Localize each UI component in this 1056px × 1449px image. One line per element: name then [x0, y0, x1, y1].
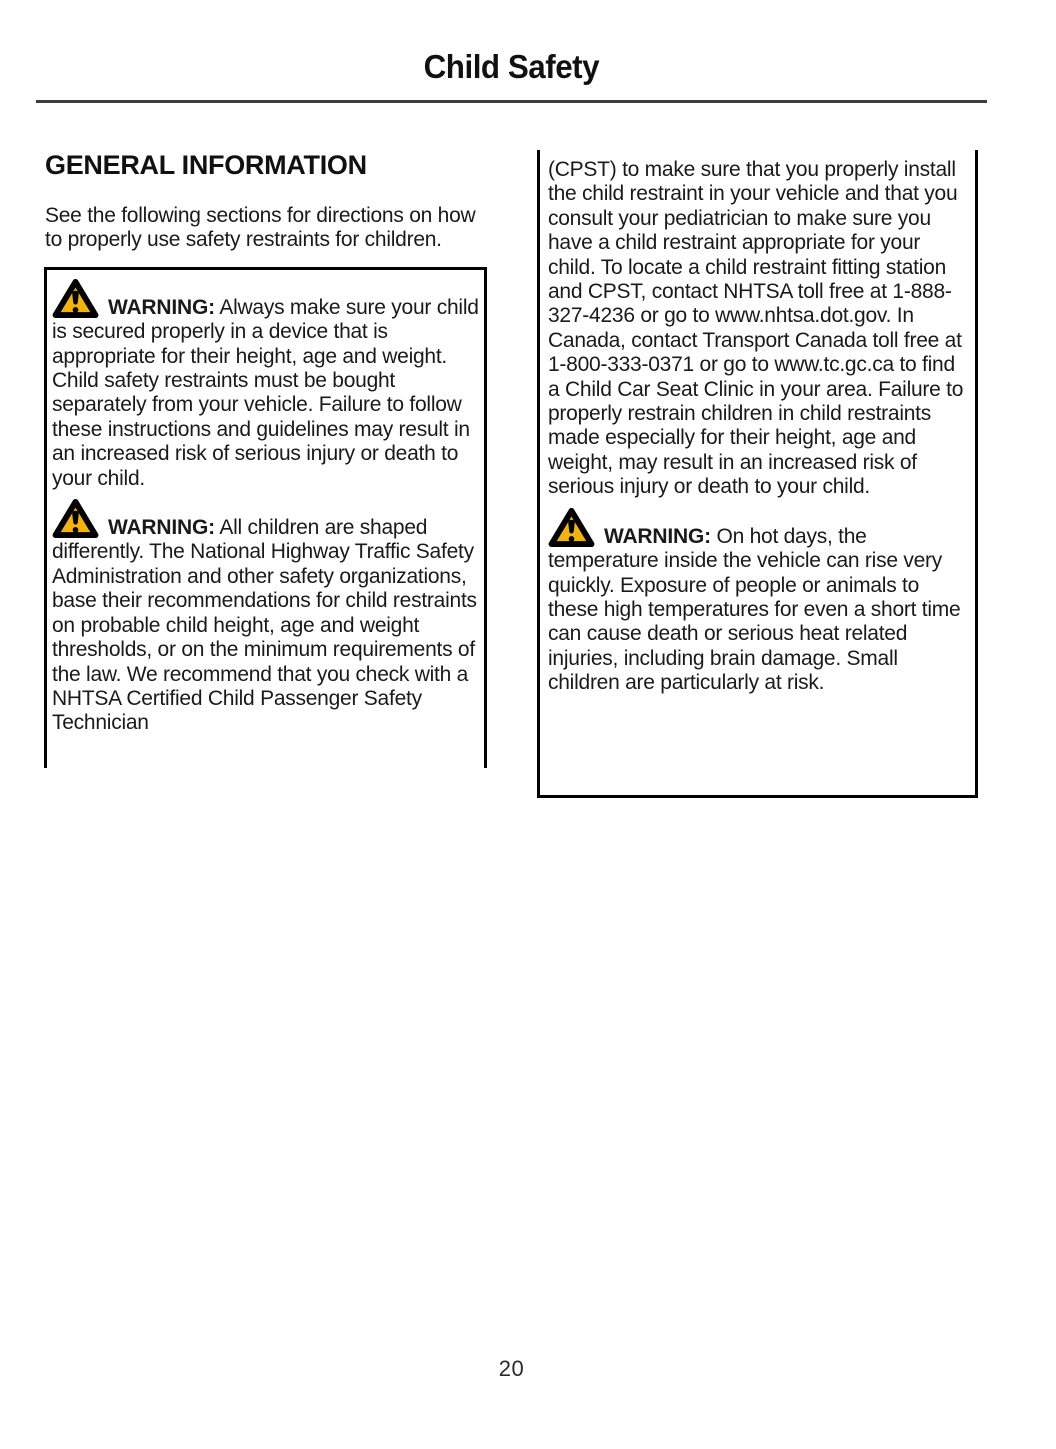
warning-triangle-icon: [548, 507, 595, 548]
warning-continuation-text: (CPST) to make sure that you properly install the child restraint in your vehicle and that you consult your pediatrician to make sure you have a child restraint appropriate for your child. To locate a child restraint fitting station and CPST, contact NHTSA toll free at 1-888-327-4236 or go to www.nhtsa.dot.gov. In Canada, contact Transport Canada toll free at 1-800-333-0371 or go to www.tc.gc.ca to find a Child Car Seat Clinic in your area. Failure to properly restrain children in child restraints made especially for their height, age and weight, may result in an increased risk of serious injury or death to your child.: [548, 158, 964, 499]
intro-paragraph: See the following sections for directions on how to properly use safety restraints for children.: [45, 204, 476, 252]
warning-paragraph: [52, 278, 480, 491]
title-divider: [36, 100, 987, 103]
warning-triangle-icon: [52, 498, 99, 539]
warning-box-right: [537, 150, 978, 798]
warning-paragraph: [52, 498, 480, 736]
warning-text: All children are shaped differently. The National Highway Traffic Safety Administration and other safety organizations, base their recommendations for child restraints on probable child height, age and weight thresholds, or on the minimum requirements of the law. We recommend that you check with a NHTSA Certified Child Passenger Safety Technician: [52, 516, 477, 735]
warning-text: Always make sure your child is secured properly in a device that is appropriate for their height, age and weight. Child safety restraints must be bought separately from your vehicle. Failure to follow these instructions and guidelines may result in an increased risk of serious injury or death to your child.: [52, 295, 479, 490]
warning-triangle-icon: [52, 278, 99, 319]
page-header: [36, 48, 987, 86]
page-title: Child Safety: [423, 48, 600, 85]
warning-label: WARNING:: [108, 516, 215, 540]
warning-text: On hot days, the temperature inside the vehicle can rise very quickly. Exposure of people or animals to these high temperatures for even a short time can cause death or serious heat related injuries, including brain damage. Small children are particularly at risk.: [548, 524, 961, 695]
left-column: [44, 150, 487, 768]
warning-box-left: [44, 267, 487, 768]
warning-paragraph: [548, 507, 971, 696]
warning-label: WARNING:: [604, 524, 711, 548]
page-number: 20: [498, 1356, 525, 1381]
section-heading: GENERAL INFORMATION: [45, 150, 367, 180]
right-column: [537, 150, 978, 798]
warning-label: WARNING:: [108, 295, 215, 319]
